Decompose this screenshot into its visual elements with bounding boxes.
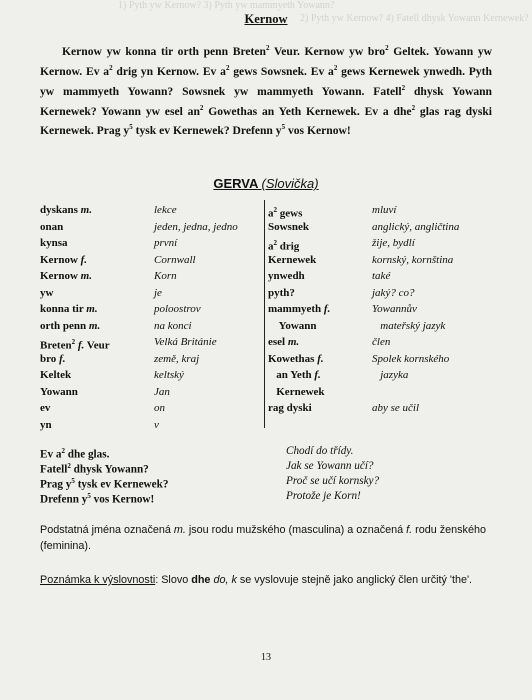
intro-paragraph: Kernow yw konna tir orth penn Breten$^2$ Veur. Kernow yw bro$^2$ Geltek. Yowann yw Kernow. Ev $a^2$ drig yn Kernow. Ev $a^2$ gews Sowsnek. Ev $a^2$ gews Kernewek ynwedh. Pyth yw mammyeth Yowann? Sowsnek yw mammyeth Yowann. Fatell$^2$ dhysk Yowann Kernewek? Yowann yw esel $an^2$ Gowethas an Yeth Kernewek. Ev a dhe$^2$ glas rag dyski Kernewek. Prag $y^5$ tysk ev Kernewek? Drefenn $y^5$ vos Kernow! — [40, 44, 493, 138]
list-item: Yowann — [40, 385, 78, 398]
list-item: člen — [372, 336, 391, 348]
list-item: jeden, jedna, jedno — [154, 220, 238, 233]
list-item: anglický, angličtina — [372, 220, 460, 233]
list-item: Ev $a^2$ dhe glas. — [40, 447, 110, 461]
list-item: aby se učil — [372, 402, 420, 414]
list-item: esel m. — [268, 336, 300, 348]
gender-note: Podstatná jména označená m. jsou rodu mužského (masculina) a označená f. rodu ženského (feminina). — [40, 524, 486, 552]
list-item: je — [154, 286, 162, 299]
list-item: on — [154, 402, 165, 414]
list-item: Kernow f. — [40, 253, 88, 266]
list-item: Velká Británie — [154, 336, 217, 348]
list-item: mammyeth f. — [268, 303, 331, 315]
list-item: také — [372, 270, 391, 282]
vocabulary-heading-label: GERVA — [213, 176, 258, 191]
pronunciation-note-label: Poznámka k výslovnosti — [40, 574, 156, 586]
list-item: Sowsnek — [268, 220, 309, 233]
list-item: Prag $y^5$ tysk ev Kernewek? — [40, 477, 169, 491]
list-item: v — [154, 418, 159, 431]
list-item: Yowannův — [372, 303, 417, 315]
list-item: konna tir m. — [40, 303, 98, 315]
list-item: Drefenn $y^5$ vos Kernow! — [40, 492, 155, 506]
vocab-left-czech-column — [154, 202, 238, 433]
vocabulary-heading-subtitle: (Slovička) — [261, 176, 319, 191]
vocabulary-heading — [0, 176, 532, 191]
list-item: na konci — [154, 319, 192, 332]
list-item: keltský — [154, 369, 184, 381]
list-item: $a^2$ drig — [268, 239, 300, 253]
list-item: bro f. — [40, 352, 66, 365]
list-item: Protože je Korn! — [286, 490, 361, 502]
list-item: an Yeth f. — [268, 369, 321, 381]
list-item — [372, 384, 459, 401]
vocab-left-cornish-column — [40, 202, 110, 433]
list-item: mateřský jazyk — [372, 319, 446, 332]
list-item: $a^2$ gews — [268, 206, 303, 220]
list-item: jazyka — [372, 369, 409, 381]
bleed-through-text: 1) Pyth yw Kernow? 3) Pyth yw mammyeth Yowann? — [118, 0, 335, 11]
list-item: ev — [40, 402, 51, 414]
list-item: yw — [40, 286, 54, 299]
column-divider — [264, 200, 265, 428]
list-item: ynwedh — [268, 270, 305, 282]
list-item: Korn — [154, 270, 177, 282]
bleed-through-text: 2) Pyth yw Kernow? 4) Fatell dhysk Yowann Kernewek? — [300, 13, 529, 24]
list-item: Breten$^2$ f. Veur — [40, 338, 110, 352]
phrases-cornish-column — [40, 444, 168, 504]
list-item: poloostrov — [154, 303, 201, 315]
vocab-right-cornish-column — [268, 202, 330, 417]
list-item: Yowann — [268, 319, 317, 332]
list-item: yn — [40, 418, 52, 431]
list-item: první — [154, 237, 178, 249]
list-item: žije, bydlí — [372, 237, 415, 249]
list-item: Kernow m. — [40, 270, 92, 282]
list-item: lekce — [154, 204, 177, 216]
list-item: Jak se Yowann učí? — [286, 460, 374, 472]
list-item: onan — [40, 220, 64, 233]
pronunciation-note — [40, 572, 492, 588]
page-title: Kernow — [244, 12, 288, 26]
vocab-right-czech-column — [372, 202, 459, 417]
list-item: Kernewek — [268, 253, 317, 266]
list-item: jaký? co? — [372, 286, 415, 299]
list-item: kynsa — [40, 237, 68, 249]
pronunciation-note-text: : Slovo dhe do, k se vyslovuje stejně jako anglický člen určitý 'the'. — [155, 574, 473, 586]
list-item: pyth? — [268, 286, 295, 299]
list-item: Cornwall — [154, 253, 196, 266]
list-item: kornský, kornština — [372, 253, 454, 266]
list-item: rag dyski — [268, 402, 312, 414]
list-item: Spolek kornského — [372, 352, 450, 365]
list-item: Proč se učí kornsky? — [286, 475, 380, 487]
list-item: orth penn m. — [40, 319, 101, 332]
list-item: Keltek — [40, 369, 72, 381]
list-item: Kernewek — [268, 385, 325, 398]
list-item: Jan — [154, 385, 170, 398]
phrases-czech-column — [286, 444, 379, 504]
list-item: mluví — [372, 204, 397, 216]
list-item: Fatell$^2$ dhysk Yowann? — [40, 462, 149, 476]
list-item: Kowethas f. — [268, 352, 324, 365]
list-item: země, kraj — [154, 352, 200, 365]
page-number: 13 — [261, 652, 271, 663]
list-item: Chodí do třídy. — [286, 445, 354, 457]
list-item: dyskans m. — [40, 204, 92, 216]
